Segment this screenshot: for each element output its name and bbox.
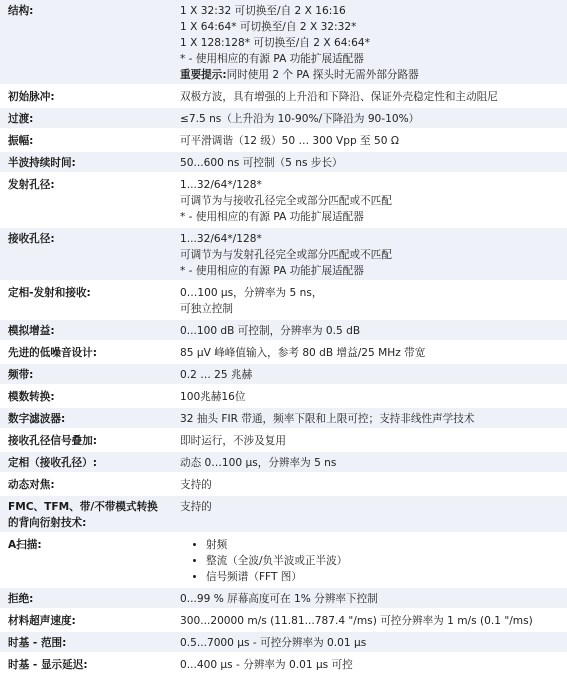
spec-row [0,320,567,340]
spec-value-line: * - 使用相应的有源 PA 功能扩展适配器 [180,53,364,65]
bullet-item: • 射频 [206,537,561,553]
spec-value [166,386,567,406]
spec-value-line: ≤7.5 ns（上升沿为 10-90%/下降沿为 90-10%） [180,113,420,125]
spec-row [0,430,567,450]
spec-row [0,654,567,674]
spec-value-line: 0...400 µs - 分辨率为 0.01 µs 可控 [180,659,353,671]
spec-value-line: 0.2 … 25 兆赫 [180,369,253,381]
spec-value-line: 1...32/64*/128* [180,233,262,245]
spec-label: 动态对焦: [0,474,166,494]
spec-label: 模拟增益: [0,320,166,340]
important-note-prefix: 重要提示: [180,69,227,81]
spec-value [166,174,567,226]
spec-value [166,342,567,362]
spec-value-line: 支持的 [180,501,212,513]
spec-label: 接收孔径信号叠加: [0,430,166,450]
spec-value-line: 双极方波，具有增强的上升沿和下降沿、保证外壳稳定性和主动阻尼 [180,91,498,103]
spec-value-line: 32 抽头 FIR 带通，频率下限和上限可控；支持非线性声学技术 [180,413,475,425]
spec-value [166,130,567,150]
spec-value-line: 支持的 [180,479,212,491]
spec-value-line: 0...100 dB 可控制，分辨率为 0.5 dB [180,325,361,337]
bullet-list [180,537,561,585]
spec-row [0,496,567,532]
spec-row [0,386,567,406]
spec-row [0,534,567,586]
spec-value-line: 0…100 µs，分辨率为 5 ns， [180,287,323,299]
spec-value [166,152,567,172]
spec-label: 振幅: [0,130,166,150]
spec-value-line: 0.5...7000 µs - 可控分辨率为 0.01 µs [180,637,367,649]
spec-value-line: 可独立控制 [180,303,233,315]
spec-value [166,496,567,532]
spec-value-line: * - 使用相应的有源 PA 功能扩展适配器 [180,265,364,277]
spec-label: 初始脉冲: [0,86,166,106]
spec-label: 接收孔径: [0,228,166,280]
spec-row [0,108,567,128]
spec-row [0,588,567,608]
spec-label: FMC、TFM、带/不带模式转换的背向衍射技术: [0,496,166,532]
spec-value [166,654,567,674]
spec-value [166,632,567,652]
spec-label: 材料超声速度: [0,610,166,630]
spec-value-line: 可调节为与接收孔径完全或部分匹配或不匹配 [180,195,392,207]
spec-row [0,130,567,150]
spec-value [166,86,567,106]
spec-label: 数字滤波器: [0,408,166,428]
spec-value [166,108,567,128]
spec-value [166,588,567,608]
spec-value-line: 即时运行，不涉及复用 [180,435,286,447]
spec-value [166,430,567,450]
spec-value-line: 可平滑调谐（12 级）50 … 300 Vpp 至 50 Ω [180,135,399,147]
spec-row [0,152,567,172]
spec-label: 半波持续时间: [0,152,166,172]
spec-row [0,0,567,84]
spec-label: 过渡: [0,108,166,128]
spec-row [0,86,567,106]
spec-row [0,282,567,318]
spec-row [0,342,567,362]
spec-row [0,474,567,494]
spec-value [166,282,567,318]
spec-label: 时基 - 显示延迟: [0,654,166,674]
spec-value-line: 50...600 ns 可控制（5 ns 步长） [180,157,343,169]
spec-value [166,452,567,472]
spec-label: 定相（接收孔径）: [0,452,166,472]
spec-row [0,408,567,428]
spec-value-line: 1...32/64*/128* [180,179,262,191]
important-note-text: 同时使用 2 个 PA 探头时无需外部分路器 [226,69,419,81]
spec-row [0,174,567,226]
spec-row [0,364,567,384]
spec-value [166,364,567,384]
spec-value [166,0,567,84]
spec-value [166,534,567,586]
spec-label: 拒绝: [0,588,166,608]
spec-value-line: 可调节为与发射孔径完全或部分匹配或不匹配 [180,249,392,261]
spec-label: 结构: [0,0,166,84]
spec-value-line: 300...20000 m/s (11.81...787.4 "/ms) 可控分辨率为 1 m/s (0.1 "/ms) [180,615,533,627]
spec-row [0,610,567,630]
spec-value [166,320,567,340]
spec-value [166,408,567,428]
spec-row [0,228,567,280]
spec-label: 发射孔径: [0,174,166,226]
bullet-item: • 信号频谱（FFT 图） [206,569,561,585]
spec-value-line: 1 X 128:128* 可切换至/自 2 X 64:64* [180,37,370,49]
spec-value-line: 85 µV 峰峰值输入，参考 80 dB 增益/25 MHz 带宽 [180,347,426,359]
spec-value [166,474,567,494]
bullet-item: • 整流（全波/负半波或正半波） [206,553,561,569]
spec-label: 定相-发射和接收: [0,282,166,318]
spec-value-line: 100兆赫16位 [180,391,246,403]
spec-row [0,632,567,652]
spec-value [166,228,567,280]
spec-value-line: 1 X 64:64* 可切换至/自 2 X 32:32* [180,21,357,33]
spec-value-line: 0...99 % 屏幕高度可在 1% 分辨率下控制 [180,593,378,605]
spec-label: 频带: [0,364,166,384]
spec-label: A扫描: [0,534,166,586]
spec-value [166,610,567,630]
spec-value-line: 1 X 32:32 可切换至/自 2 X 16:16 [180,5,346,17]
spec-label: 时基 - 范围: [0,632,166,652]
spec-row [0,452,567,472]
spec-value-line: 动态 0…100 µs，分辨率为 5 ns [180,457,337,469]
spec-label: 模数转换: [0,386,166,406]
important-note [180,67,561,83]
spec-value-line: * - 使用相应的有源 PA 功能扩展适配器 [180,211,364,223]
spec-label: 先进的低噪音设计: [0,342,166,362]
